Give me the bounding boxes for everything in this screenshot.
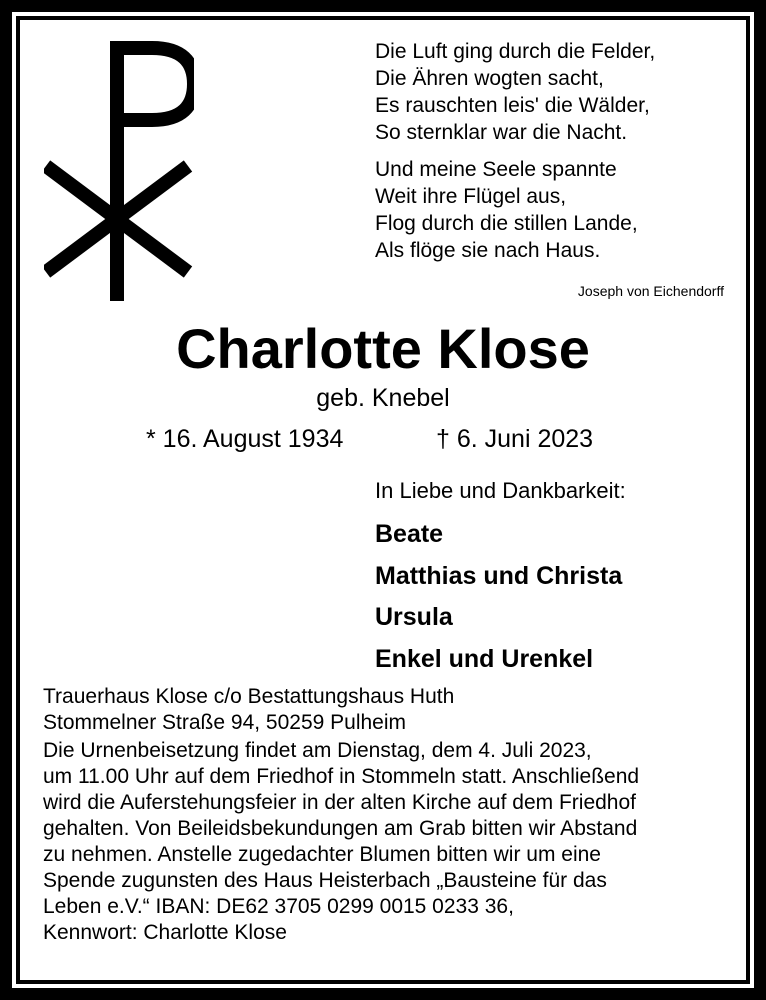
poem-author: Joseph von Eichendorff [577, 283, 724, 299]
info-line: um 11.00 Uhr auf dem Friedhof in Stommeln statt. Anschließend [43, 765, 640, 788]
address-line: Stommelner Straße 94, 50259 Pulheim [43, 711, 407, 734]
info-line: Spende zugunsten des Haus Heisterbach „Bausteine für das [43, 869, 607, 892]
info-line: wird die Auferstehungsfeier in der alten Kirche auf dem Friedhof [43, 791, 636, 814]
maiden-name: geb. Knebel [316, 384, 450, 412]
address-line: Trauerhaus Klose c/o Bestattungshaus Huth [43, 685, 455, 708]
info-line: Kennwort: Charlotte Klose [43, 921, 287, 944]
funeral-info [43, 738, 639, 946]
mourners-intro: In Liebe und Dankbarkeit: [375, 478, 626, 503]
mourning-address [43, 684, 454, 736]
poem-line: So sternklar war die Nacht. [375, 121, 628, 144]
mourner-name: Matthias und Christa [375, 561, 623, 590]
info-line: Die Urnenbeisetzung findet am Dienstag, dem 4. Juli 2023, [43, 739, 592, 762]
poem-line: Als flöge sie nach Haus. [375, 239, 601, 262]
mourner-name: Ursula [375, 603, 453, 631]
info-line: zu nehmen. Anstelle zugedachter Blumen bitten wir um eine [43, 843, 601, 866]
mourner-name: Beate [375, 520, 444, 548]
info-line: gehalten. Von Beileidsbekundungen am Grab bitten wir Abstand [43, 817, 638, 840]
poem-line: Flog durch die stillen Lande, [375, 212, 638, 235]
chi-rho-icon [44, 40, 194, 304]
poem-line: Und meine Seele spannte [375, 158, 617, 181]
poem-line: Es rauschten leis' die Wälder, [375, 94, 650, 117]
poem [375, 38, 655, 274]
deceased-name: Charlotte Klose [176, 317, 590, 380]
poem-stanza [375, 156, 655, 264]
poem-line: Weit ihre Flügel aus, [375, 185, 567, 208]
mourner-name: Enkel und Urenkel [375, 644, 594, 673]
poem-line: Die Ähren wogten sacht, [375, 67, 604, 90]
poem-stanza [375, 38, 655, 146]
death-date: † 6. Juni 2023 [436, 425, 594, 453]
info-line: Leben e.V.“ IBAN: DE62 3705 0299 0015 0233 36, [43, 895, 514, 918]
mourners-list [375, 514, 622, 680]
poem-line: Die Luft ging durch die Felder, [375, 40, 656, 63]
birth-date: * 16. August 1934 [146, 425, 344, 453]
